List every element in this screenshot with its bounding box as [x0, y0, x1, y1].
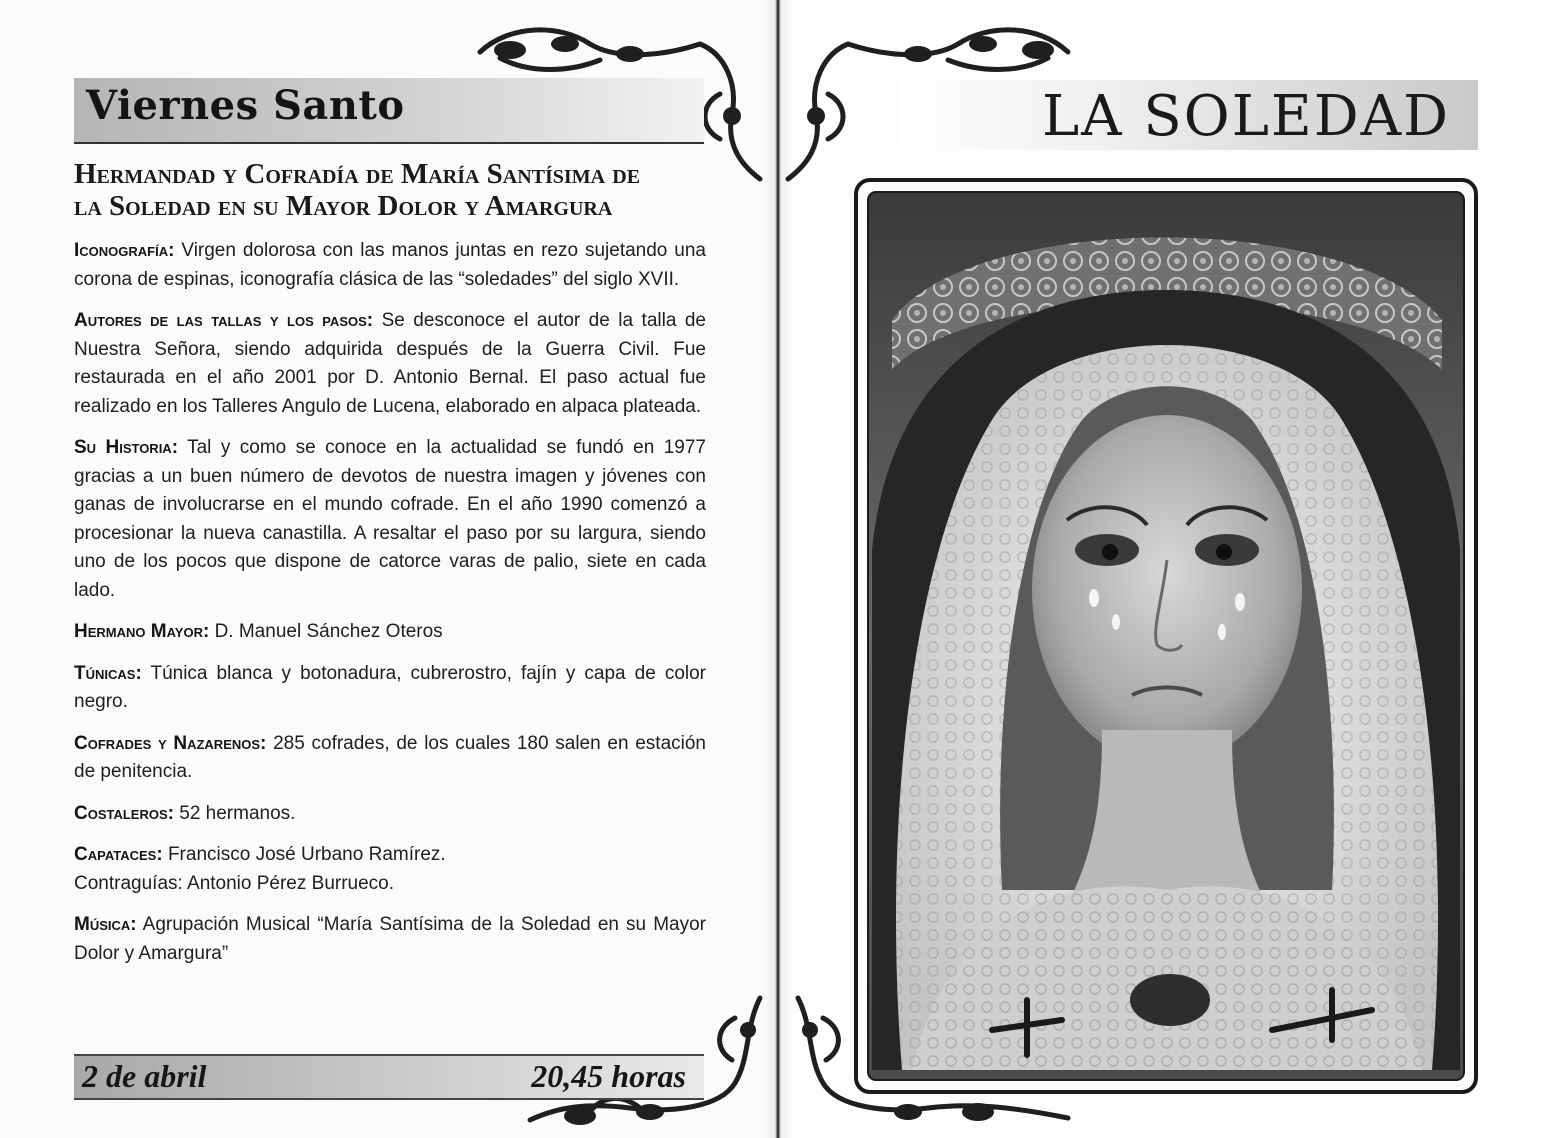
brotherhood-name-title: LA SOLEDAD: [1041, 84, 1450, 149]
section-text: 52 hermanos.: [173, 802, 296, 824]
section-label: Su Historia:: [74, 437, 179, 458]
section-capataces: [74, 841, 706, 898]
section-costaleros: [74, 800, 706, 829]
procession-time: 20,45 horas: [531, 1058, 686, 1094]
virgin-soledad-photo: [852, 170, 1480, 1098]
section-text: Agrupación Musical “María Santísima de la Soledad en su Mayor Dolor y Amargura”: [74, 914, 706, 964]
book-gutter: [764, 0, 792, 1138]
day-title: Viernes Santo: [86, 82, 405, 129]
section-musica: [74, 911, 706, 968]
section-tunicas: [74, 660, 706, 717]
section-label: Hermano Mayor:: [74, 621, 210, 642]
section-iconografia: [74, 237, 706, 294]
section-text: D. Manuel Sánchez Oteros: [209, 621, 443, 642]
section-extra-line: Contraguías: Antonio Pérez Burrueco.: [74, 872, 395, 894]
section-label: Costaleros:: [74, 802, 174, 824]
section-label: Túnicas:: [74, 662, 142, 684]
day-banner: [74, 78, 704, 144]
section-label: Capataces:: [74, 844, 163, 865]
name-banner: [900, 80, 1478, 150]
section-autores: [74, 307, 706, 421]
section-label: Iconografía:: [74, 240, 175, 261]
brotherhood-title-line1: Hermandad y Cofradía de María Santísima de: [74, 158, 641, 190]
info-sections: [74, 237, 706, 981]
section-cofrades: [74, 730, 706, 787]
brotherhood-title: [74, 158, 714, 222]
image-frame: [852, 170, 1480, 1098]
procession-date: 2 de abril: [82, 1058, 207, 1094]
section-label: Música:: [74, 914, 137, 935]
brotherhood-title-line2: la Soledad en su Mayor Dolor y Amargura: [74, 190, 613, 222]
section-text: 285 cofrades, de los cuales 180 salen en estación de penitencia.: [74, 732, 706, 782]
section-text: Tal y como se conoce en la actualidad se fundó en 1977 gracias a un buen número de devotos de nuestra imagen y jóvenes con ganas de involucrarse en el mundo cofrade. En el año 1990 comenzó a procesionar la nueva canastilla. A resaltar el paso por su largura, siendo uno de los pocos que dispone de catorce varas de palio, siete en cada lado.: [74, 437, 706, 601]
section-text: Túnica blanca y botonadura, cubrerostro, fajín y capa de color negro.: [74, 662, 706, 712]
section-text: Se desconoce el autor de la talla de Nuestra Señora, siendo adquirida después de la Guerra Civil. Fue restaurada en el año 2001 por D. Antonio Bernal. El paso actual fue realizado en los Talleres Angulo de Lucena, elaborado en alpaca plateada.: [74, 310, 706, 417]
section-hermano-mayor: [74, 618, 706, 647]
procession-footer: [74, 1054, 704, 1100]
section-label: Autores de las tallas y los pasos:: [74, 310, 374, 331]
section-label: Cofrades y Nazarenos:: [74, 732, 267, 754]
section-historia: [74, 434, 706, 605]
section-text: Virgen dolorosa con las manos juntas en rezo sujetando una corona de espinas, iconografía clásica de las “soledades” del siglo XVII.: [74, 240, 706, 290]
section-text: Francisco José Urbano Ramírez.: [162, 844, 446, 865]
